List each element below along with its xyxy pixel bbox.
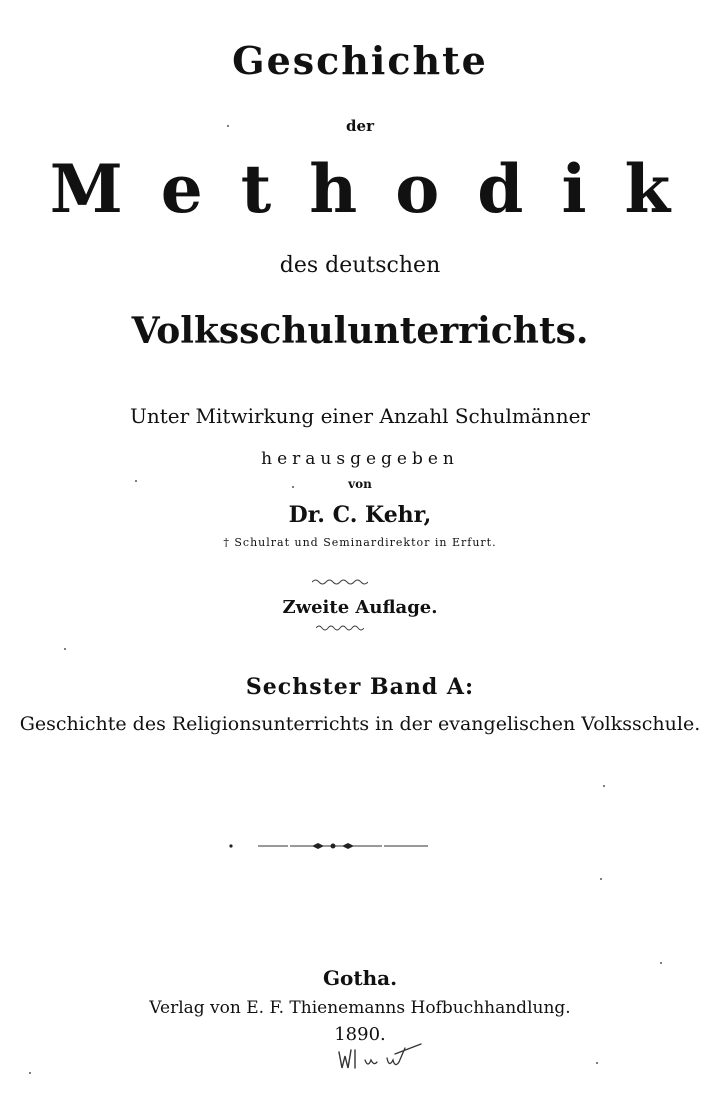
ornament-divider-top xyxy=(312,578,368,586)
specks xyxy=(135,480,137,482)
ornament-divider-bottom xyxy=(316,624,364,632)
by-label: von xyxy=(348,477,372,491)
specks xyxy=(29,1072,31,1074)
specks xyxy=(660,962,662,964)
specks xyxy=(292,486,294,488)
publisher-line: Verlag von E. F. Thienemanns Hofbuchhandlung. xyxy=(149,998,571,1018)
editor-label: herausgegeben xyxy=(261,449,459,469)
title-line-volksschulunterrichts: Volksschulunterrichts. xyxy=(131,310,589,352)
specks xyxy=(596,1062,598,1064)
publication-year: 1890. xyxy=(334,1024,386,1045)
title-line-des-deutschen: des deutschen xyxy=(279,253,441,278)
ornament-rule xyxy=(228,840,438,852)
volume-subtitle: Geschichte des Religionsunterrichts in der evangelischen Volksschule. xyxy=(19,713,701,735)
author-note: † Schulrat und Seminardirektor in Erfurt. xyxy=(223,536,497,549)
edition-line: Zweite Auflage. xyxy=(282,597,438,618)
specks xyxy=(64,648,66,650)
specks xyxy=(227,125,229,127)
author-name: Dr. C. Kehr, xyxy=(288,502,432,528)
title-line-geschichte: Geschichte xyxy=(232,38,488,83)
volume-line: Sechster Band A: xyxy=(245,674,475,700)
title-line-der: der xyxy=(346,117,374,135)
specks xyxy=(603,785,605,787)
handwritten-signature xyxy=(335,1038,427,1078)
place-of-publication: Gotha. xyxy=(322,966,398,990)
collaboration-line: Unter Mitwirkung einer Anzahl Schulmänner xyxy=(130,404,590,428)
main-title-methodik: Methodik xyxy=(49,150,709,228)
specks xyxy=(600,878,602,880)
